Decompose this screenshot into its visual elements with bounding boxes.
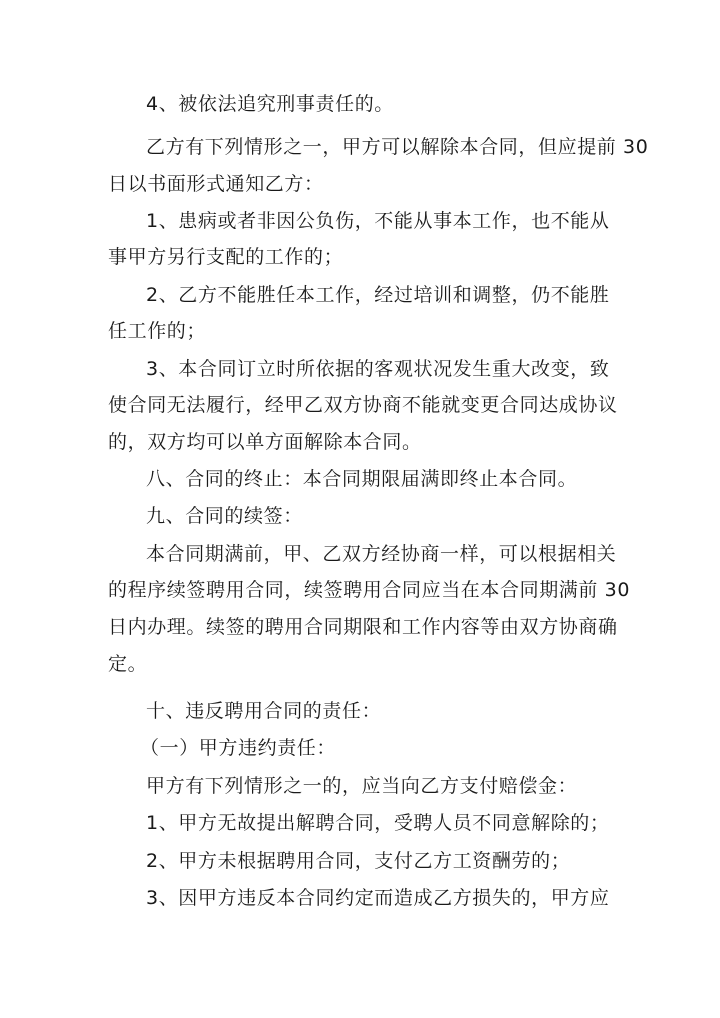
text-line: 日以书面形式通知乙方： xyxy=(108,173,324,195)
text-line: 事甲方另行支配的工作的； xyxy=(108,246,344,268)
text-line: 使合同无法履行，经甲乙双方协商不能就变更合同达成协议 xyxy=(108,394,618,416)
text-line: 2、乙方不能胜任本工作，经过培训和调整，仍不能胜 xyxy=(146,284,610,306)
text-line: 乙方有下列情形之一，甲方可以解除本合同，但应提前 30 xyxy=(146,136,649,158)
text-line: 的，双方均可以单方面解除本合同。 xyxy=(108,431,422,453)
text-line: 八、合同的终止：本合同期限届满即终止本合同。 xyxy=(146,468,578,490)
text-line: 4、被依法追究刑事责任的。 xyxy=(146,93,394,115)
text-line: 1、甲方无故提出解聘合同，受聘人员不同意解除的； xyxy=(146,812,610,834)
text-line: 九、合同的续签： xyxy=(146,505,303,527)
text-line: 任工作的； xyxy=(108,320,207,342)
text-line: 十、违反聘用合同的责任： xyxy=(146,700,382,722)
text-line: 本合同期满前，甲、乙双方经协商一样，可以根据相关 xyxy=(146,543,617,565)
text-line: （一）甲方违约责任： xyxy=(140,737,337,759)
text-line: 甲方有下列情形之一的，应当向乙方支付赔偿金： xyxy=(146,775,578,797)
text-line: 的程序续签聘用合同，续签聘用合同应当在本合同期满前 30 xyxy=(108,579,631,601)
text-line: 日内办理。续签的聘用合同期限和工作内容等由双方协商确 xyxy=(108,616,618,638)
text-line: 2、甲方未根据聘用合同，支付乙方工资酬劳的； xyxy=(146,850,571,872)
text-line: 3、本合同订立时所依据的客观状况发生重大改变，致 xyxy=(146,358,610,380)
text-line: 3、因甲方违反本合同约定而造成乙方损失的，甲方应 xyxy=(146,887,610,909)
text-line: 定。 xyxy=(108,653,148,675)
text-line: 1、患病或者非因公负伤，不能从事本工作，也不能从 xyxy=(146,210,610,232)
